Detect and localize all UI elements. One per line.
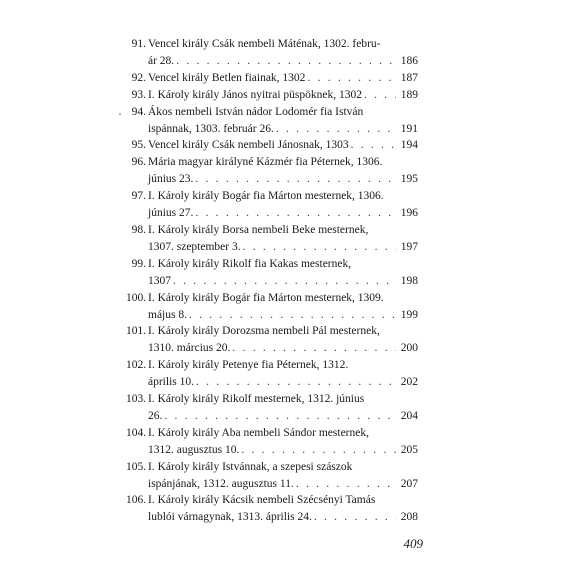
entry-line <box>148 425 418 442</box>
entry-page-number: 189 <box>400 88 418 101</box>
entry-line <box>148 36 418 53</box>
entry-title: 1307. szeptember 3. <box>148 240 241 253</box>
dot-leader <box>176 53 396 70</box>
entry-line <box>148 492 418 509</box>
entry-page-number: 196 <box>400 207 418 220</box>
entry-line <box>148 87 418 104</box>
dot-leader <box>307 70 396 87</box>
entry-number: 104. <box>126 426 147 439</box>
dot-leader <box>195 171 396 188</box>
entry-title: Vencel király Csák nembeli Máténak, 1302. febru- <box>148 38 381 50</box>
entry-title: május 8. <box>148 308 187 321</box>
entry-page-number: 198 <box>400 274 418 287</box>
entry-line <box>148 239 418 256</box>
toc-entry <box>126 425 418 459</box>
entry-title: I. Károly király Kácsik nembeli Szécsényi Tamás <box>148 494 376 507</box>
entry-title: ár 28. <box>148 54 175 67</box>
entry-number: 101. <box>126 325 147 338</box>
toc-entry <box>126 459 418 493</box>
entry-number: 91. <box>131 38 146 50</box>
entry-page-number: 208 <box>400 511 418 524</box>
entry-title: I. Károly király Rikolf fia Kakas mesternek, <box>148 257 352 270</box>
entry-number: 93. <box>131 88 146 101</box>
entry-line <box>148 290 418 307</box>
toc-entry <box>126 104 418 138</box>
entry-title: Vencel király Betlen fiainak, 1302 <box>148 71 306 84</box>
entry-title: I. Károly király Borsa nembeli Beke mesternek, <box>148 223 369 236</box>
entry-title: I. Károly király Istvánnak, a szepesi szászok <box>148 460 353 473</box>
entry-line <box>148 256 418 273</box>
entry-number: 102. <box>126 359 147 372</box>
entry-line <box>148 205 418 222</box>
entry-line <box>148 137 418 154</box>
entry-title: I. Károly király János nyitrai püspöknek, 1302 <box>148 88 362 101</box>
entry-number: 92. <box>131 71 146 84</box>
entry-page-number: 191 <box>400 122 418 135</box>
entry-title: I. Károly király Dorozsma nembeli Pál mesternek, <box>148 325 380 338</box>
entry-page-number: 186 <box>400 54 418 67</box>
entry-title: 1307 <box>148 274 171 287</box>
dot-leader <box>296 476 396 493</box>
entry-page-number: 197 <box>400 240 418 253</box>
dot-leader <box>276 121 396 138</box>
entry-line <box>148 121 418 138</box>
dot-leader <box>189 307 396 324</box>
entry-number: 95. <box>131 139 146 152</box>
dot-leader <box>195 205 396 222</box>
entry-line <box>148 442 418 459</box>
entry-title: I. Károly király Rikolf mesternek, 1312. június <box>148 393 365 406</box>
toc-entry <box>126 70 418 87</box>
entry-title: Mária magyar királyné Kázmér fia Péternek, 1306. <box>148 156 383 169</box>
toc-entry <box>126 87 418 104</box>
entry-title: ispánnak, 1303. február 26. <box>148 122 274 135</box>
entry-number: 106. <box>126 494 147 507</box>
table-of-contents <box>126 36 418 526</box>
entry-title: 1310. március 20. <box>148 342 231 355</box>
toc-entry <box>126 290 418 324</box>
entry-line <box>148 53 418 70</box>
entry-line <box>148 307 418 324</box>
entry-title: I. Károly király Petenye fia Péternek, 1312. <box>148 359 349 372</box>
entry-title: ispánjának, 1312. augusztus 11. <box>148 477 294 490</box>
margin-speck <box>119 113 121 115</box>
entry-line <box>148 459 418 476</box>
toc-entry <box>126 188 418 222</box>
entry-line <box>148 391 418 408</box>
entry-line <box>148 273 418 290</box>
dot-leader <box>232 340 396 357</box>
entry-line <box>148 104 418 121</box>
entry-line <box>148 374 418 391</box>
entry-line <box>148 188 418 205</box>
entry-line <box>148 171 418 188</box>
entry-number: 105. <box>126 460 147 473</box>
entry-title: június 23. <box>148 173 194 186</box>
dot-leader <box>164 408 396 425</box>
entry-title: I. Károly király Bogár fia Márton mesternek, 1309. <box>148 291 384 304</box>
entry-title: I. Károly király Aba nembeli Sándor mesternek, <box>148 426 369 439</box>
page-number: 409 <box>403 536 423 551</box>
dot-leader <box>314 509 396 526</box>
dot-leader <box>241 442 396 459</box>
entry-line <box>148 70 418 87</box>
entry-title: június 27. <box>148 207 194 220</box>
toc-entry <box>126 323 418 357</box>
toc-entry <box>126 36 418 70</box>
toc-entry <box>126 154 418 188</box>
entry-line <box>148 222 418 239</box>
entry-title: 1312. augusztus 10. <box>148 443 240 456</box>
entry-page-number: 204 <box>400 409 418 422</box>
entry-number: 98. <box>131 223 146 236</box>
dot-leader <box>351 137 396 154</box>
toc-entry <box>126 357 418 391</box>
entry-title: Vencel király Csák nembeli Jánosnak, 1303 <box>148 139 349 152</box>
entry-line <box>148 509 418 526</box>
entry-line <box>148 357 418 374</box>
entry-page-number: 199 <box>400 308 418 321</box>
entry-page-number: 195 <box>400 173 418 186</box>
entry-title: lublói várnagynak, 1313. április 24. <box>148 511 312 524</box>
entry-page-number: 187 <box>400 71 418 84</box>
entry-line <box>148 323 418 340</box>
entry-page-number: 202 <box>400 376 418 389</box>
entry-line <box>148 476 418 493</box>
entry-number: 97. <box>131 190 146 203</box>
entry-number: 94. <box>131 105 146 118</box>
entry-title: április 10. <box>148 376 194 389</box>
entry-number: 100. <box>126 291 147 304</box>
entry-number: 99. <box>131 257 146 270</box>
dot-leader <box>243 239 396 256</box>
entry-line <box>148 340 418 357</box>
entry-line <box>148 408 418 425</box>
entry-page-number: 205 <box>400 443 418 456</box>
toc-entry <box>126 492 418 526</box>
entry-title: 26. <box>148 409 163 422</box>
toc-entry <box>126 256 418 290</box>
entry-page-number: 194 <box>400 139 418 152</box>
entry-line <box>148 154 418 171</box>
dot-leader <box>196 374 396 391</box>
entry-page-number: 200 <box>400 342 418 355</box>
toc-entry <box>126 391 418 425</box>
entry-number: 96. <box>131 156 146 169</box>
toc-entry <box>126 222 418 256</box>
toc-entry <box>126 137 418 154</box>
dot-leader <box>173 273 396 290</box>
entry-number: 103. <box>126 393 147 406</box>
dot-leader <box>364 87 396 104</box>
entry-title: I. Károly király Bogár fia Márton mesternek, 1306. <box>148 190 384 203</box>
entry-title: Ákos nembeli István nádor Lodomér fia István <box>148 105 364 118</box>
entry-page-number: 207 <box>400 477 418 490</box>
